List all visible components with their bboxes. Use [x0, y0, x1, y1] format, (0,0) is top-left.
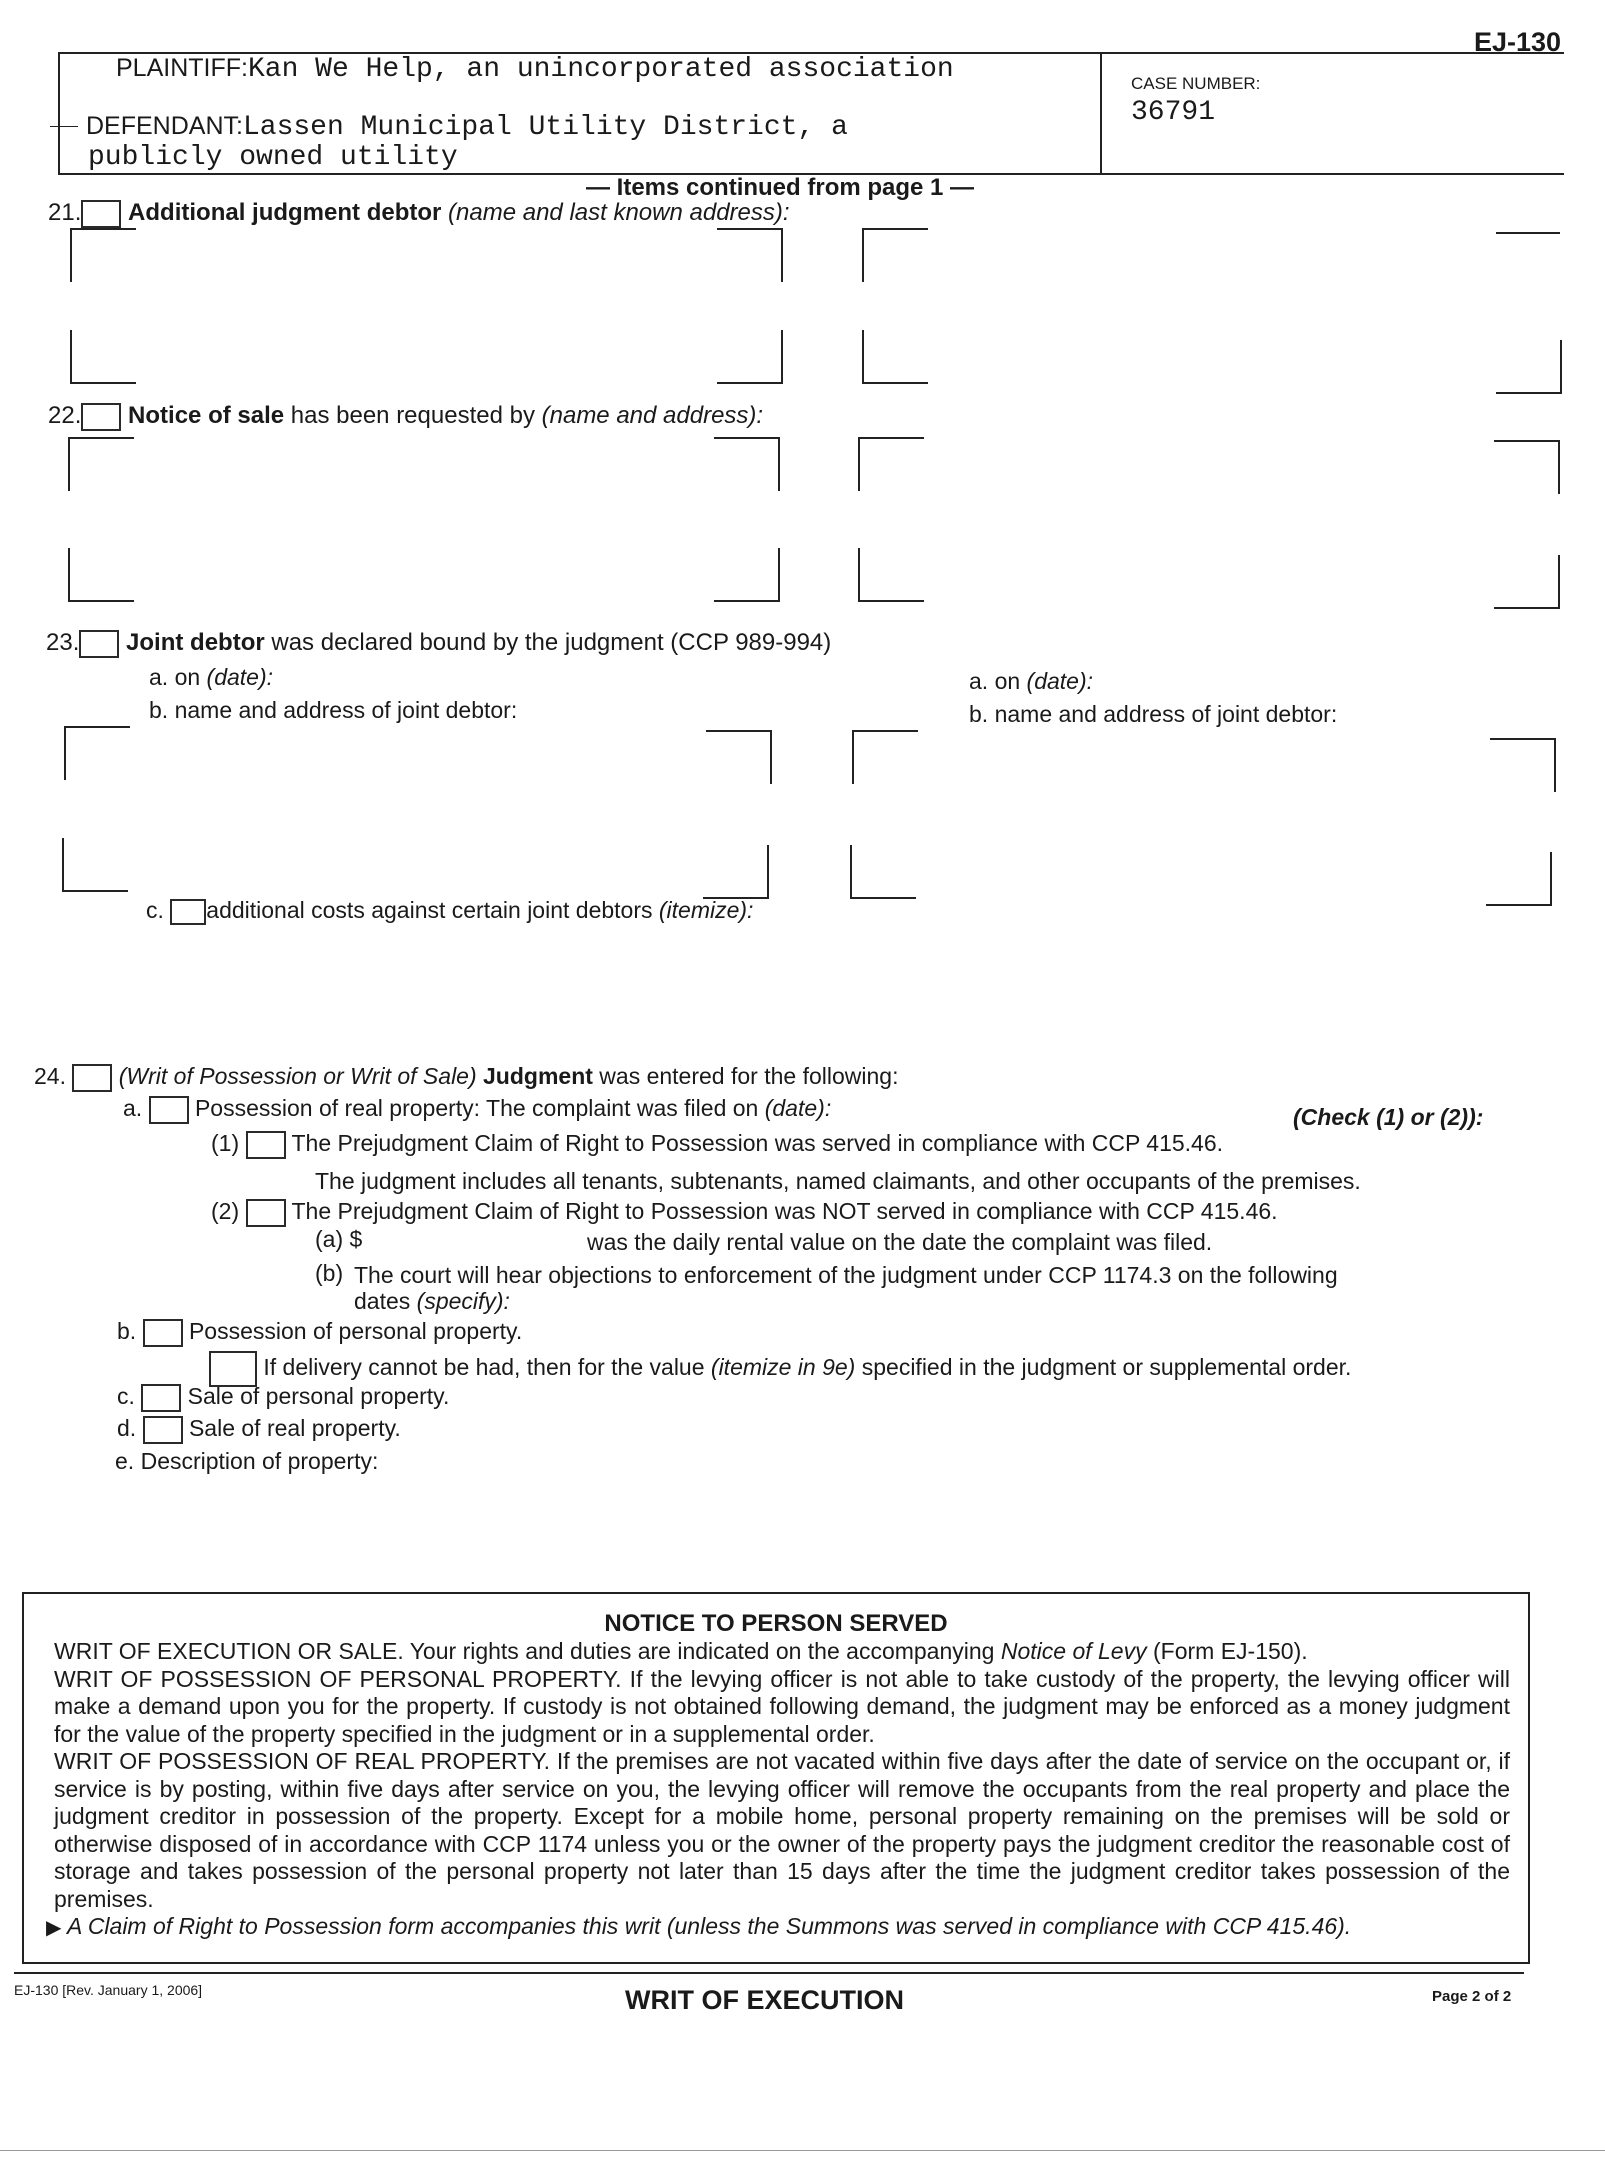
item-24c-checkbox[interactable]: [141, 1384, 181, 1412]
item-23c-checkbox[interactable]: [170, 899, 206, 925]
form-id: EJ-130: [1474, 27, 1562, 57]
item-24a-check-note: (Check (1) or (2)):: [1293, 1104, 1484, 1130]
item-24a2b-text: The court will hear objections to enforcement of the judgment under CCP 1174.3 on the following: [354, 1262, 1338, 1288]
item-24-intro-italic: (Writ of Possession or Writ of Sale): [118, 1063, 477, 1089]
footer-rule: [14, 1972, 1524, 1974]
item-21-right-box-corner-br: [1496, 340, 1562, 394]
item-24a: [123, 1095, 831, 1124]
item-22-left-box-corner-br: [714, 548, 780, 602]
item-23b-right: b. name and address of joint debtor:: [969, 701, 1338, 727]
item-21-hint: (name and last known address):: [448, 199, 790, 226]
item-24a-letter: a.: [123, 1095, 143, 1121]
item-24-checkbox[interactable]: [72, 1064, 112, 1092]
item-22-left-box-corner-tr: [714, 437, 780, 491]
item-21-title: Additional judgment debtor: [128, 199, 442, 226]
item-21: [48, 199, 790, 228]
notice-to-person-served-box: [22, 1592, 1530, 1964]
notice-paragraph-2: WRIT OF POSSESSION OF PERSONAL PROPERTY. If the levying officer is not able to take custody of the property, the levying officer will make a demand upon you for the property. If custody is not obtained following demand, the judgment may be enforced as a money judgment for the value of the property specified in the judgment or in a supplemental order.: [54, 1665, 1510, 1747]
item-23-title: Joint debtor: [126, 629, 265, 656]
item-24b-checkbox[interactable]: [143, 1319, 183, 1347]
item-21-right-box-corner-tr: [1496, 232, 1560, 234]
defendant-value[interactable]: Lassen Municipal Utility District, a: [242, 112, 848, 143]
defendant-tick: [50, 126, 78, 127]
item-23: [46, 629, 831, 658]
item-21-right-box-corner-bl: [862, 330, 928, 384]
item-22-hint: (name and address):: [541, 402, 764, 429]
item-24d-checkbox[interactable]: [143, 1416, 183, 1444]
item-23b-left: b. name and address of joint debtor:: [149, 697, 518, 723]
item-24a2b-dates: [354, 1288, 510, 1315]
plaintiff-value[interactable]: Kan We Help, an unincorporated association: [247, 54, 954, 85]
item-23c-text: additional costs against certain joint debtors: [206, 897, 653, 923]
item-24b-sub-checkbox[interactable]: [209, 1351, 257, 1387]
item-22-checkbox[interactable]: [81, 403, 121, 431]
notice-p4-text: A Claim of Right to Possession form accompanies this writ (unless the Summons was served in compliance with CCP 415.46).: [66, 1913, 1352, 1939]
item-22-text: has been requested by: [290, 402, 535, 429]
item-24b-sub: [209, 1351, 1351, 1387]
item-24a1-checkbox[interactable]: [246, 1131, 286, 1159]
item-24b-sub-rest: specified in the judgment or supplemental order.: [861, 1354, 1352, 1381]
item-24: [34, 1063, 898, 1092]
item-23a-left: [149, 664, 273, 691]
continued-note: — Items continued from page 1 —: [586, 174, 975, 201]
defendant-label: DEFENDANT:: [86, 112, 243, 140]
notice-p1-tail: (Form EJ-150).: [1153, 1638, 1308, 1664]
item-24c-text: Sale of personal property.: [187, 1383, 450, 1409]
item-24a2: [211, 1198, 1278, 1227]
item-24a2-number: (2): [211, 1198, 240, 1224]
item-23a-right: [969, 668, 1093, 695]
header-divider: [1100, 52, 1102, 174]
triangle-right-icon: ▶: [46, 1917, 62, 1939]
item-24d: [117, 1415, 401, 1444]
item-24a2-checkbox[interactable]: [246, 1199, 286, 1227]
item-23-left-box-corner-br: [703, 845, 769, 899]
item-24b-text: Possession of personal property.: [188, 1318, 523, 1344]
item-24c-letter: c.: [117, 1383, 135, 1409]
item-22-number: 22.: [48, 402, 82, 429]
item-24a1-number: (1): [211, 1130, 240, 1156]
footer-revision: EJ-130 [Rev. January 1, 2006]: [14, 1982, 203, 1998]
defendant-value-line2[interactable]: publicly owned utility: [88, 142, 458, 173]
item-24-intro-rest: was entered for the following:: [599, 1063, 899, 1089]
notice-title: NOTICE TO PERSON SERVED: [604, 1610, 948, 1637]
item-23c-letter: c.: [146, 897, 164, 923]
item-23-right-box-corner-tr: [1490, 738, 1556, 792]
item-22-right-box-corner-br: [1494, 555, 1560, 609]
item-24b: [117, 1318, 522, 1347]
item-23a-hint-right: (date):: [1026, 668, 1094, 694]
item-24e-text: Description of property:: [140, 1448, 379, 1474]
item-21-checkbox[interactable]: [81, 200, 121, 228]
item-22-right-box-corner-bl: [858, 548, 924, 602]
item-24b-letter: b.: [117, 1318, 137, 1344]
item-24a-checkbox[interactable]: [149, 1096, 189, 1124]
notice-paragraph-1: [24, 1638, 1528, 1666]
item-24a1-text2: The judgment includes all tenants, subtenants, named claimants, and other occupants of the premises.: [315, 1168, 1361, 1194]
item-24a1-text: The Prejudgment Claim of Right to Possession was served in compliance with CCP 415.46.: [291, 1130, 1224, 1156]
item-23-right-box-corner-tl: [852, 730, 918, 784]
item-23-left-box-corner-tl: [64, 726, 130, 780]
notice-paragraph-3: WRIT OF POSSESSION OF REAL PROPERTY. If the premises are not vacated within five days after the date of service on the occupant or, if service is by posting, within five days after service on you, the levying officer will remove the occupants from the real property and place the judgment creditor in possession of the property. Except for a mobile home, personal property remaining on the premises will be sold or otherwise disposed of in accordance with CCP 1174 unless you or the owner of the property pays the judgment creditor the reasonable cost of storage and takes possession of the personal property not later than 15 days after the time the judgment creditor takes possession of the premises.: [54, 1748, 1510, 1912]
item-21-left-box-corner-bl: [70, 330, 136, 384]
item-22-right-box-corner-tl: [858, 437, 924, 491]
item-22-right-box-corner-tr: [1494, 440, 1560, 494]
header-left-border: [58, 52, 60, 174]
item-24-number: 24.: [34, 1063, 66, 1089]
notice-p1-italic: Notice of Levy: [1000, 1638, 1147, 1664]
item-21-left-box-corner-tr: [717, 228, 783, 282]
item-24a-text: Possession of real property: The complaint was filed on: [194, 1095, 759, 1121]
item-24a1: [211, 1130, 1223, 1159]
item-23c-hint: (itemize):: [658, 897, 754, 923]
footer-page-number: Page 2 of 2: [1432, 1988, 1512, 2005]
item-21-number: 21.: [48, 199, 82, 226]
item-24c: [117, 1383, 449, 1412]
item-24a2b-dates-text: dates: [354, 1288, 411, 1314]
item-24a2b-dates-hint: (specify):: [416, 1288, 510, 1314]
item-24a2a-label: (a) $: [315, 1226, 363, 1252]
item-22-left-box-corner-bl: [68, 548, 134, 602]
defendant-row: [86, 112, 848, 143]
item-21-right-box-corner-tl: [862, 228, 928, 282]
item-24b-sub-hint: (itemize in 9e): [710, 1354, 856, 1381]
item-23-number: 23.: [46, 629, 80, 656]
notice-p1-text: WRIT OF EXECUTION OR SALE. Your rights and duties are indicated on the accompanying: [54, 1638, 995, 1664]
notice-paragraph-4: [24, 1913, 1528, 1943]
item-22-left-box-corner-tl: [68, 437, 134, 491]
item-23-checkbox[interactable]: [79, 630, 119, 658]
item-24a2a-text: was the daily rental value on the date the complaint was filed.: [587, 1229, 1213, 1255]
item-24a2-text: The Prejudgment Claim of Right to Possession was NOT served in compliance with CCP 415.46.: [291, 1198, 1278, 1224]
footer-title: WRIT OF EXECUTION: [625, 1985, 904, 2015]
item-22: [48, 402, 763, 431]
item-24a2b-label: (b): [315, 1260, 344, 1286]
item-23a-label: a. on: [149, 664, 201, 690]
item-24e-letter: e.: [115, 1448, 135, 1474]
item-23a-hint: (date):: [206, 664, 274, 690]
item-22-title: Notice of sale: [128, 402, 285, 429]
item-21-left-box-corner-br: [717, 330, 783, 384]
item-24e: [115, 1448, 378, 1475]
case-number-value[interactable]: 36791: [1131, 97, 1216, 128]
page-bottom-edge: [0, 2150, 1605, 2151]
case-number-label: CASE NUMBER:: [1131, 74, 1261, 93]
item-23c: [146, 897, 753, 925]
item-24d-letter: d.: [117, 1415, 137, 1441]
item-23-right-box-corner-bl: [850, 845, 916, 899]
plaintiff-row: [116, 54, 954, 85]
item-21-left-box-corner-tl: [70, 228, 136, 282]
item-23-text: was declared bound by the judgment (CCP 989-994): [271, 629, 832, 656]
item-23-left-box-corner-tr: [706, 730, 772, 784]
item-24a-hint: (date):: [764, 1095, 832, 1121]
item-24d-text: Sale of real property.: [188, 1415, 401, 1441]
item-23-left-box-corner-bl: [62, 838, 128, 892]
item-24b-sub-text: If delivery cannot be had, then for the value: [263, 1354, 705, 1381]
item-24-intro-bold: Judgment: [483, 1063, 593, 1089]
plaintiff-label: PLAINTIFF:: [116, 54, 248, 82]
item-23a-label-right: a. on: [969, 668, 1021, 694]
item-23-right-box-corner-br: [1486, 852, 1552, 906]
